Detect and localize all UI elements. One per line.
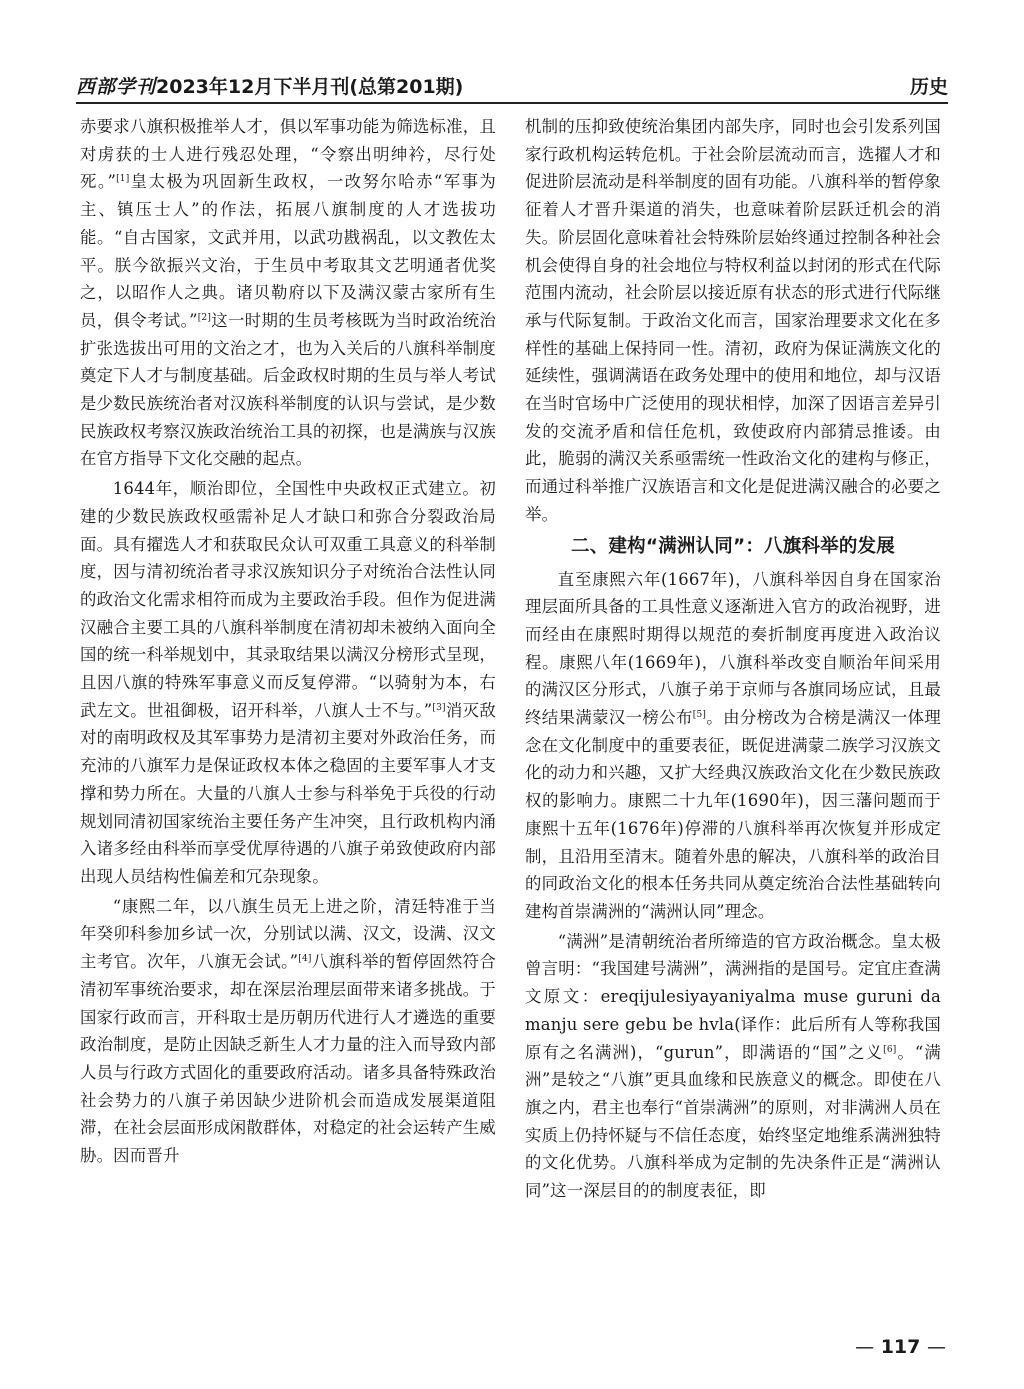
section-heading: 二、建构“满洲认同”：八旗科举的发展 (571, 535, 895, 557)
citation: [6] (883, 1044, 897, 1055)
text-run: 1644年，顺治即位，全国性中央政权正式建立。初建的少数民族政权亟需补足人才缺口和弥合分裂政治局面。具有擢选人才和获取民众认可双重工具意义的科举制度，因与清初统治者寻求汉族知识分子对统治合法性认同的政治文化需求相符而成为主要政治手段。但作为促进满汉融合主要工具的八旗科举制度在清初却未被纳入面向全国的统一科举规划中，其录取结果以满汉分榜形式呈现，且因八旗的特殊军事意义而反复停滞。“以骑射为本，右武左文。世祖御极，诏开科举，八旗人士不与。” (80, 479, 496, 720)
right-column (525, 113, 941, 1313)
text-run: 直至康熙六年(1667年)，八旗科举因自身在国家治理层面所具备的工具性意义逐渐进入官方的政治视野，进而经由在康熙时期得以规范的奏折制度再度进入政治议程。康熙八年(1669年)，八旗科举改变自顺治年间采用的满汉区分形式，八旗子弟于京师与各旗同场应试，且最终结果满蒙汉一榜公布 (525, 569, 941, 728)
citation: [4] (298, 954, 312, 965)
page-number: 117 (880, 1336, 921, 1358)
text-run: 八旗科举的暂停固然符合清初军事统治要求，却在深层治理层面带来诸多挑战。于国家行政而言，开科取士是历朝历代进行人才遴选的重要政治制度，是防止因缺乏新生人才力量的注入而导致内部人员与行政方式固化的重要政府活动。诸多具备特殊政治社会势力的八旗子弟因缺少进阶机会而造成发展渠道阻滞，在社会层面形成闲散群体，对稳定的社会运转产生威胁。因而晋升 (80, 952, 496, 1166)
footer-dash: — (855, 1336, 875, 1358)
text-run: 这一时期的生员考核既为当时政治统治扩张选拔出可用的文治之才，也为入关后的八旗科举制度奠定下人才与制度基础。后金政权时期的生员与举人考试是少数民族统治者对汉族科举制度的认识与尝试，是少数民族政权考察汉族政治统治工具的初探，也是满族与汉族在官方指导下文化交融的起点。 (80, 310, 496, 469)
text-run: “满洲”是清朝统治者所缔造的官方政治概念。皇太极曾言明：“我国建号满洲”，满洲指的是国号。定宜庄查满文原文：ereqijulesiyayaniyalma muse guruni da manju sere gebu be hvla(译作：此后所有人等称我国原有之名满洲)，“gurun”，即满语的“国”之义 (525, 931, 941, 1062)
text-run: 。由分榜改为合榜是满汉一体理念在文化制度中的重要表征，既促进满蒙二族学习汉族文化的动力和兴趣，又扩大经典汉族政治文化在少数民族政权的影响力。康熙二十九年(1690年)，因三藩问题而于康熙十五年(1676年)停滞的八旗科举再次恢复并形成定制，且沿用至清末。随着外患的解决，八旗科举的政治目的同政治文化的根本任务共同从奠定统治合法性基础转向建构首崇满洲的“满洲认同”理念。 (525, 708, 941, 921)
page-footer (855, 1336, 946, 1358)
paragraph (80, 113, 496, 473)
journal-logo: 西部学刊 (76, 76, 157, 98)
paragraph (525, 928, 941, 1205)
section-title: 历史 (909, 76, 948, 98)
text-run: 赤要求八旗积极推举人才，俱以军事功能为筛选标准，且对虏获的士人进行残忍处理，“令察出明绅衿，尽行处死。” (80, 117, 496, 192)
footer-dash: — (927, 1336, 946, 1358)
left-column (80, 113, 496, 1313)
header-rule (76, 102, 948, 104)
text-run: 消灭敌对的南明政权及其军事势力是清初主要对外政治任务，而充沛的八旗军力是保证政权本体之稳固的主要军事人才支撑和势力所在。大量的八旗人士参与科举免于兵役的行动规划同清初国家统治主要任务产生冲突，且行政机构内涌入诸多经由科举而享受优厚待遇的八旗子弟致使政府内部出现人员结构性偏差和冗杂现象。 (80, 700, 496, 886)
text-run: “康熙二年，以八旗生员无上进之阶，清廷特准于当年癸卯科参加乡试一次，分别试以满、汉文，设满、汉文主考官。次年，八旗无会试。” (80, 896, 496, 972)
text-run: 皇太极为巩固新生政权，一改努尔哈赤“军事为主、镇压士人”的作法，拓展八旗制度的人才选拔功能。“自古国家，文武并用，以武功戡祸乱，以文教佐太平。朕今欲振兴文治，于生员中考取其文艺明通者优奖之，以昭作人之典。诸贝勒府以下及满汉蒙古家所有生员，俱令考试。” (80, 172, 496, 330)
page-header (76, 64, 948, 100)
journal-issue: 2023年12月下半月刊(总第201期) (156, 76, 464, 98)
citation: [2] (197, 312, 212, 323)
citation: [1] (116, 174, 130, 185)
citation: [5] (692, 710, 707, 721)
paragraph (525, 566, 941, 926)
citation: [3] (432, 702, 446, 713)
paragraph: 机制的压抑致使统治集团内部失序，同时也会引发系列国家行政机构运转危机。于社会阶层流动而言，选擢人才和促进阶层流动是科举制度的固有功能。八旗科举的暂停象征着人才晋升渠道的消失，也意味着阶层跃迁机会的消失。阶层固化意味着社会特殊阶层始终通过控制各种社会机会使得自身的社会地位与特权利益以封闭的形式在代际范围内流动，社会阶层以接近原有状态的形式进行代际继承与代际复制。于政治文化而言，国家治理要求文化在多样性的基础上保持同一性。清初，政府为保证满族文化的延续性，强调满语在政务处理中的使用和地位，却与汉语在当时官场中广泛使用的现状相悖，加深了因语言差异引发的交流矛盾和信任危机，致使政府内部猜忌推诿。由此，脆弱的满汉关系亟需统一性政治文化的建构与修正，而通过科举推广汉族语言和文化是促进满汉融合的必要之举。 (525, 117, 941, 524)
paragraph (80, 893, 496, 1170)
journal-info (76, 72, 463, 99)
text-run: 。“满洲”是较之“八旗”更具血缘和民族意义的概念。即使在八旗之内，君主也奉行“首崇满洲”的原则，对非满洲人员在实质上仍持怀疑与不信任态度，始终坚定地维系满洲独特的文化优势。八旗科举成为定制的先决条件正是“满洲认同”这一深层目的的制度表征，即 (525, 1042, 941, 1201)
paragraph (80, 475, 496, 891)
